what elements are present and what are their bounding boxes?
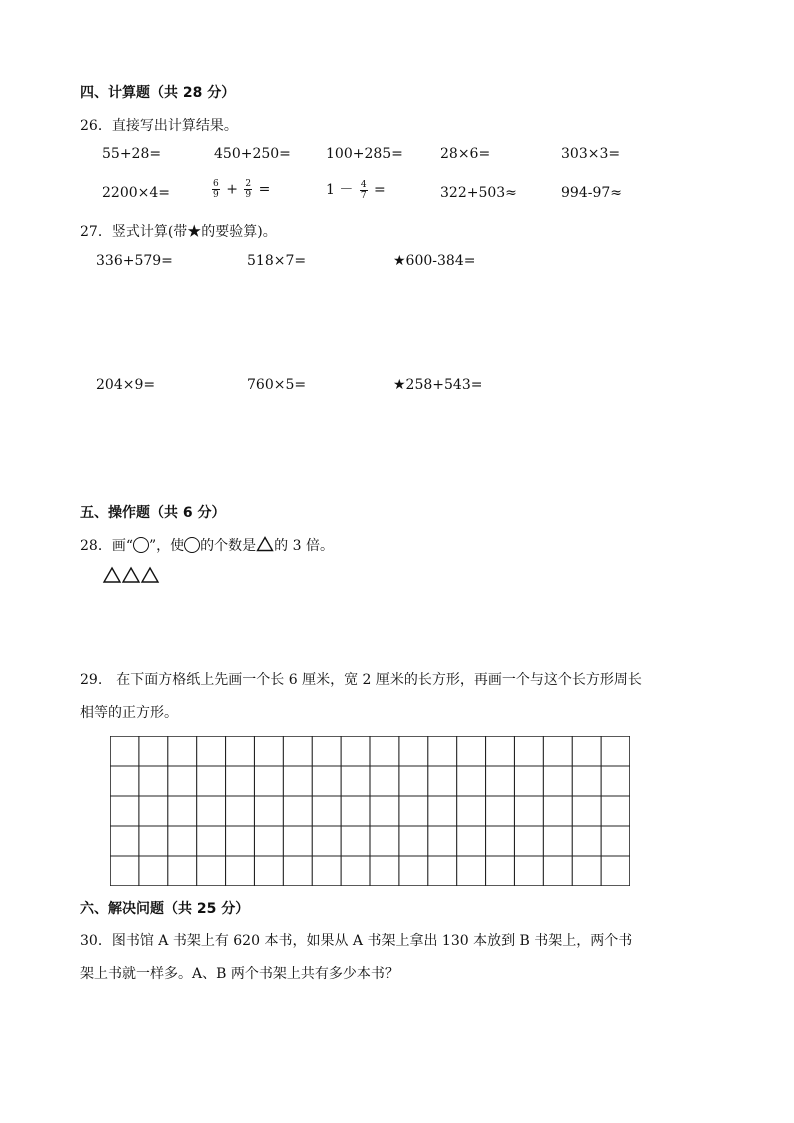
triangle-icon [256, 536, 274, 552]
q26-item: 100+285= [326, 146, 403, 162]
q26-item: 994-97≈ [561, 185, 622, 201]
q26-item: 322+503≈ [440, 185, 517, 201]
fraction-denominator: 7 [360, 190, 367, 201]
q28-text: ”，使 [148, 538, 185, 554]
q26-item: 2200×4= [102, 185, 170, 201]
q29-line2: 相等的正方形。 [80, 705, 178, 721]
q28-text: 的 3 倍。 [274, 538, 334, 554]
fraction-denominator: 9 [213, 190, 219, 200]
q27-item: 518×7= [247, 253, 307, 269]
q27-item: 760×5= [247, 377, 307, 393]
q26-item: 55+28= [102, 146, 162, 162]
fraction [360, 180, 368, 201]
q27-item: ★600-384= [393, 253, 476, 269]
q26-item: 28×6= [440, 146, 491, 162]
q27-item: 336+579= [96, 253, 173, 269]
plus-sign: + [226, 181, 238, 198]
one-minus: 1 － [326, 182, 354, 198]
circle-icon [133, 537, 149, 553]
q30-line1: 30．图书馆 A 书架上有 620 本书，如果从 A 书架上拿出 130 本放到 B 书架上，两个书 [80, 933, 633, 949]
q30-line2: 架上书就一样多。A、B 两个书架上共有多少本书？ [80, 966, 399, 982]
q26-fraction-diff [326, 179, 386, 201]
equals-sign: = [258, 181, 271, 198]
triangle-icon [142, 568, 158, 582]
fraction [212, 179, 220, 200]
q27-prompt: 27．竖式计算(带★的要验算)。 [80, 224, 277, 240]
triangle-group [102, 566, 160, 588]
triangle-icon [104, 568, 120, 582]
circle-icon [184, 537, 200, 553]
section-4-title: 四、计算题（共 28 分） [80, 85, 236, 101]
q27-item: 204×9= [96, 377, 156, 393]
grid-paper[interactable] [110, 736, 630, 886]
q28-prompt [80, 535, 334, 555]
q29-line1: 29. 在下面方格纸上先画一个长 6 厘米，宽 2 厘米的长方形，再画一个与这个长方形周长 [80, 672, 642, 688]
q26-prompt: 26．直接写出计算结果。 [80, 118, 238, 134]
section-5-title: 五、操作题（共 6 分） [80, 505, 226, 521]
q26-item: 303×3= [561, 146, 621, 162]
section-6-title: 六、解决问题（共 25 分） [80, 901, 250, 917]
fraction-numerator: 6 [213, 179, 219, 189]
triangles-row [102, 566, 160, 584]
q26-fraction-sum [210, 179, 270, 200]
equals-sign: = [374, 182, 386, 198]
q26-item: 450+250= [214, 146, 291, 162]
fraction-denominator: 9 [245, 190, 252, 200]
q28-text: 28．画“ [80, 538, 133, 554]
triangle-icon [123, 568, 139, 582]
fraction-numerator: 4 [360, 179, 367, 190]
q27-item: ★258+543= [393, 377, 483, 393]
q28-text: 的个数是 [200, 538, 257, 554]
fraction [244, 179, 252, 200]
fraction-numerator: 2 [245, 179, 252, 189]
